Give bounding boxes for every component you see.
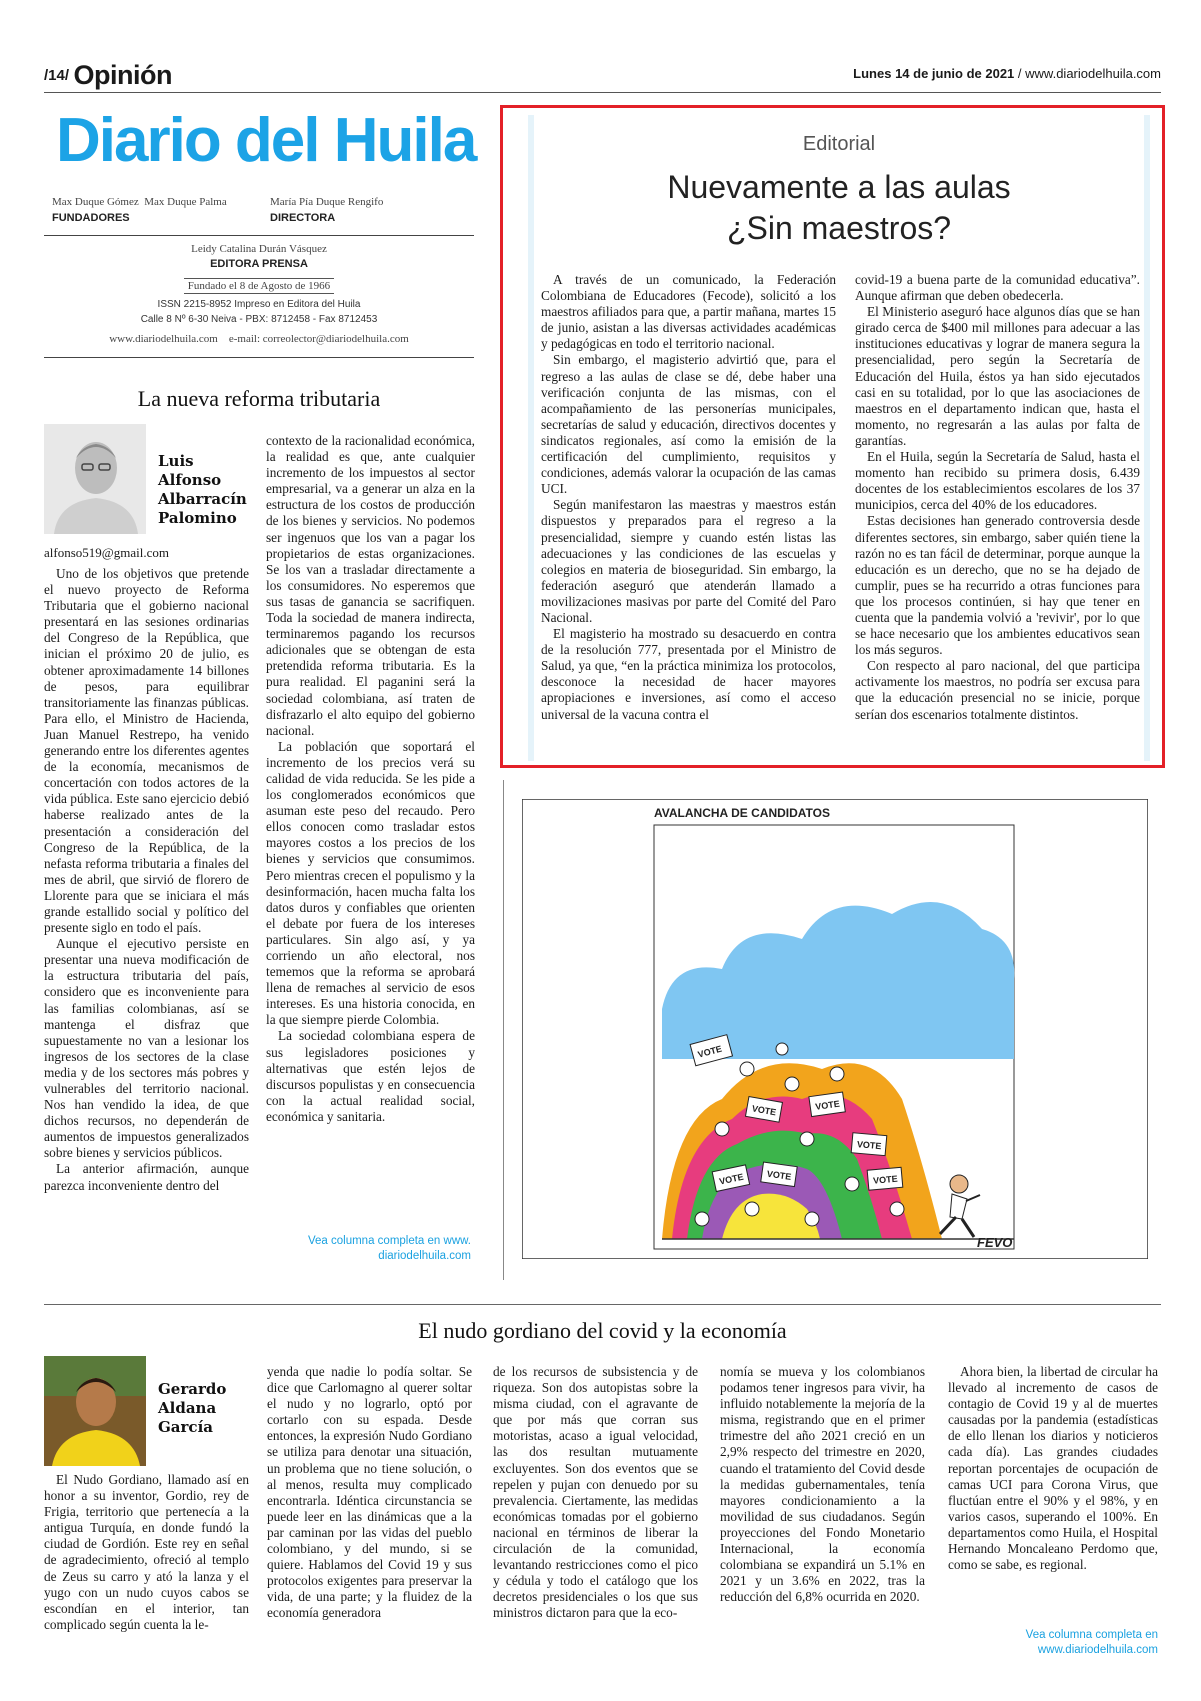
- vote-sign-text: VOTE: [751, 1103, 777, 1118]
- editor-role: EDITORA PRENSA: [210, 258, 308, 270]
- issn-line: ISSN 2215-8952 Impreso en Editora del Huila: [157, 299, 361, 310]
- author-name-line: Alfonso: [158, 471, 222, 489]
- page-number: /14/: [44, 67, 70, 84]
- vote-sign-text: VOTE: [872, 1173, 898, 1186]
- column2-text-b: [267, 1364, 472, 1622]
- paragraph: La población que soportará el incremento de los precios verá su calidad de vida reducida. Se les pide a los conglomerados económicos que asuman este peso del recaudo. Pero ellos conocen como trasladar estos mayores costos a los precios de los bienes y servicios que consumimos. Pero mientras crecen el populismo y la desinformación, hacen mucha falta los datos duros y confiables que orienten el debate por fuera de los intereses particulares. Sin algo así, y ya corriendo un año electoral, nos tememos que la reforma se aprobará llena de remaches al servicio de esos intereses. Es una historia conocida, en la que siempre pierde Colombia.: [266, 738, 475, 1028]
- editor-name: Leidy Catalina Durán Vásquez: [191, 243, 327, 255]
- editorial-title: [528, 167, 1150, 249]
- newspaper-logo: Diario del Huila: [56, 106, 476, 175]
- page-header-left: [44, 60, 172, 91]
- see-more-line: www.diariodelhuila.com: [1037, 1644, 1158, 1656]
- paragraph: Estas decisiones han generado controversia desde diferentes sectores, sin embargo, saber quién tiene la razón no es tan fácil de determinar, porque aunque la educación es un derecho, que no se ha dejado de cumplir, pues se ha recurrido a otras funciones para que los procesos continúen, si hay que tener en cuenta que la pandemia volvió a 'revivir', por lo que se hace necesario que los ambientes educativos sean los más seguros.: [855, 513, 1140, 658]
- column-divider: [503, 780, 504, 1280]
- paragraph: La sociedad colombiana espera de sus legisladores posiciones y alternativas que estén lejos de discursos populistas y en consecuencia con la actual realidad social, económica y sanitaria.: [266, 1028, 475, 1124]
- founder-name: Max Duque Palma: [144, 196, 227, 208]
- author-name-line: Aldana: [158, 1399, 217, 1417]
- column2-text-d: [720, 1364, 925, 1605]
- column-headline: La nueva reforma tributaria: [137, 386, 381, 411]
- editor-block: [44, 243, 474, 345]
- column2-text-e: [948, 1364, 1158, 1573]
- author-name: [158, 452, 247, 528]
- page-header-right: [853, 66, 1161, 81]
- see-more-line: Vea columna completa en: [1025, 1629, 1158, 1641]
- section-title: Opinión: [73, 60, 172, 90]
- author-name-line: Luis: [158, 452, 194, 470]
- editorial-text-b: [855, 272, 1140, 723]
- author2-name: [158, 1380, 226, 1437]
- see-more-link[interactable]: [266, 1234, 471, 1264]
- column1-text-b: [266, 433, 475, 1125]
- contact-line[interactable]: www.diariodelhuila.com e-mail: correolector@diariodelhuila.com: [109, 333, 409, 345]
- director-block: [270, 196, 470, 224]
- author-photo: [44, 424, 146, 534]
- header-url[interactable]: / www.diariodelhuila.com: [1017, 66, 1161, 81]
- cartoon-caption: AVALANCHA DE CANDIDATOS: [654, 806, 830, 820]
- vote-sign-text: VOTE: [718, 1171, 745, 1187]
- author2-photo: [44, 1356, 146, 1466]
- editorial-cartoon: [522, 799, 1148, 1259]
- see-more-line: Vea columna completa en www.: [307, 1235, 471, 1247]
- paragraph: El magisterio ha mostrado su desacuerdo en contra de la resolución 777, presentada por el Ministro de Salud, ya que, “en la práctica minimiza los protocolos, desconoce la necesidad de hacer mayores apropiaciones e inversiones, así como el acceso universal de la vacuna contra el: [541, 626, 836, 722]
- author-name-line: Palomino: [158, 509, 237, 527]
- column1-text-a: [44, 566, 249, 1194]
- director-name: María Pía Duque Rengifo: [270, 196, 384, 208]
- paragraph: contexto de la racionalidad económica, la realidad es que, ante cualquier incremento de los impuestos al sector empresarial, va a generar un alza en la estructura de los costos de producción de los bienes y servicios. No podemos ser ingenuos que los van a pagar los propietarios de estas organizaciones. Se los van a trasladar directamente a los consumidores. No esperemos que sus tasas de ganancia se sacrifiquen. Toda la sociedad de manera indirecta, terminaremos pagando los recursos adicionales que se obtengan de esta pretendida reforma tributaria. Es la pura realidad. El paganini será la sociedad colombiana, así traten de disfrazarlo el alto equipo del gobierno nacional.: [266, 433, 475, 738]
- paragraph: nomía se mueva y los colombianos podamos tener ingresos para vivir, ha influido notablemente la mejoría de la misma, registrando que en el primer trimestre del año 2021 creció en un 2,9% respecto del trimestre en 2020, cuando el tratamiento del Covid desde la medidas gubernamentales, tenía mayores condicionamiento a la movilidad de sus ciudadanos. Según proyecciones del Fondo Monetario Internacional, la economía colombiana se expandirá un 5.1% en 2021 y un 3.6% en 2022, tras la reducción del 6,8% ocurrida en 2020.: [720, 1364, 925, 1605]
- author-name-line: Gerardo: [158, 1380, 227, 1398]
- masthead-bottom-rule: [44, 357, 474, 358]
- paragraph: A través de un comunicado, la Federación Colombiana de Educadores (Fecode), solicitó a los maestros afiliados para que, a partir mañana, martes 15 de junio, asistan a las diversas actividades académicas y pedagógicas en todo el territorio nacional.: [541, 272, 836, 352]
- issue-date: Lunes 14 de junio de 2021: [853, 66, 1015, 81]
- paragraph: Sin embargo, el magisterio advirtió que, para el regreso a las aulas de clase se dé, debe haber una verificación conjunta de las mismas, con el acompañamiento de las personerías municipales, secretarías de salud y educación, directivos docentes y sindicatos regionales, así como la emisión de la certificación del cumplimiento, requisitos y condiciones, además valorar la ocupación de las camas UCI.: [541, 352, 836, 497]
- director-role: DIRECTORA: [270, 212, 336, 224]
- column2-text-c: [493, 1364, 698, 1622]
- see-more-link-2[interactable]: [948, 1628, 1158, 1658]
- founded-date: Fundado el 8 de Agosto de 1966: [184, 278, 334, 294]
- author-name-line: Albarracín: [158, 490, 247, 508]
- author-email[interactable]: alfonso519@gmail.com: [44, 545, 169, 560]
- author-name-line: García: [158, 1418, 213, 1436]
- paragraph: yenda que nadie lo podía soltar. Se dice que Carlomagno al querer soltar el nudo y no lograrlo, optó por cortarlo con su espada. Desde entonces, la expresión Nudo Gordiano se utiliza para denotar una situación, un problema que no tiene solución, o al menos, resulta muy complicado encontrarla. Idéntica circunstancia se puede leer en las dinámicas que a la par caminan por las vidas del pueblo colombiano, y del mundo, si se quiere. Hablamos del Covid 19 y sus protocolos exigentes para preservar la vida, de una parte; y la fluidez de la economía generadora: [267, 1364, 472, 1621]
- vote-sign-text: VOTE: [766, 1168, 792, 1182]
- editorial-title-line: ¿Sin maestros?: [726, 210, 952, 246]
- paragraph: La anterior afirmación, aunque parezca inconveniente dentro del: [44, 1161, 249, 1193]
- header-rule: [44, 92, 1161, 93]
- column2-text-a: [44, 1472, 249, 1633]
- paragraph: En el Huila, según la Secretaría de Salud, hasta el momento han recibido su primera dosis, 6.439 docentes de los establecimientos escolares de los 37 municipios, cerca del 40% de los educadores.: [855, 449, 1140, 513]
- section-rule: [44, 1304, 1161, 1305]
- paragraph: Uno de los objetivos que pretende el nuevo proyecto de Reforma Tributaria que el gobierno nacional presentará en las sesiones ordinarias del Congreso de la República, que inician el próximo 20 de julio, es obtener aproximadamente 14 billones de pesos, para equilibrar transitoriamente las finanzas públicas. Para ello, el Ministro de Hacienda, Juan Manuel Restrepo, ha venido generando entre los diferentes agentes de la economía, mecanismos de concertación con todos actores de la vida pública. Este sano ejercicio debió haberse realizado antes de la presentación a consideración del Congreso de la República, de la nefasta reforma tributaria a finales del mes de abril, que sirvió de florero de Llorente para que se iniciara el más grande estallido social y político del presente siglo en todo el país.: [44, 566, 249, 936]
- paragraph: covid-19 a buena parte de la comunidad educativa”. Aunque afirman que deben obedecerla.: [855, 272, 1140, 304]
- vote-sign-text: VOTE: [696, 1043, 724, 1060]
- paragraph: Con respecto al paro nacional, del que participa activamente los maestros, no podría ser excusa para que la educación presencial no se inicie, porque serían dos escenarios totalmente distintos.: [855, 658, 1140, 722]
- editorial-label: Editorial: [802, 133, 876, 155]
- vote-sign-text: VOTE: [814, 1098, 841, 1112]
- column2-headline: El nudo gordiano del covid y la economía: [418, 1318, 787, 1343]
- editorial-title-line: Nuevamente a las aulas: [667, 169, 1011, 205]
- vote-sign-text: VOTE: [856, 1139, 882, 1152]
- masthead-separator: [44, 235, 474, 236]
- address-line: Calle 8 Nº 6-30 Neiva - PBX: 8712458 - Fax 8712453: [140, 314, 378, 325]
- paragraph: Según manifestaron las maestras y maestros están dispuestos y preparados para el regreso a la presencialidad, siempre y cuando estén listas las adecuaciones y las condiciones de las escuelas y colegios en materia de bioseguridad. Sin embargo, la federación aseguró que atenderán llamado a movilizaciones masivas por parte del Comité del Paro Nacional.: [541, 497, 836, 625]
- paragraph: El Ministerio aseguró hace algunos días que se han girado cerca de $400 mil millones para adecuar a las instituciones educativas y lograr de manera segura la presencialidad, pero según la Secretaría de Educación del Huila, éstos ya han sido ejecutados casi en su totalidad, por lo que las asociaciones de maestros en el departamento indican que, hasta el momento, no regresarán a las aulas por falta de garantías.: [855, 304, 1140, 448]
- paragraph: de los recursos de subsistencia y de riqueza. Son dos autopistas sobre la misma ciudad, con el agravante de que por más que corran sus motoristas, acaso a igual velocidad, las dos resultan mutuamente excluyentes. Son dos eventos que se repelen y pujan con denuedo por su prevalencia. Ciertamente, las medidas económicas tomadas por el gobierno nacional en términos de liberar la circulación de la comunidad, levantando restricciones como el pico y cédula y todo el catálogo que los decretos presidenciales o los que sus ministros dictaron para que la eco-: [493, 1364, 698, 1621]
- paragraph: Ahora bien, la libertad de circular ha llevado al incremento de casos de contagio de Covid 19 y al de muertes causadas por la pandemia (estadísticas de ello llenan los diarios y noticieros cada día). Las grandes ciudades reportan porcentajes de ocupación de camas UCI para Corona Virus, que fluctúan entre el 90% y el 98%, y en varios casos, superando el 100%. En departamentos como Huila, el Hospital Hernando Moncaleano Perdomo que, como se sabe, es regional.: [948, 1364, 1158, 1573]
- paragraph: Aunque el ejecutivo persiste en presentar una nueva modificación de la estructura tributaria del país, considero que es inconveniente para las familias colombianas, así se mantenga el disfraz que supuestamente no van a lesionar los ingresos de los sectores de la clase media y de los sectores más pobres y vulnerables del territorio nacional. Nos han vendido la idea, de que dichos recursos, no dependerán de aumentos de impuestos generalizados sobre bienes y servicios públicos.: [44, 936, 249, 1161]
- founders-names: [52, 196, 252, 208]
- founder-name: Max Duque Gómez: [52, 196, 139, 208]
- see-more-line: diariodelhuila.com: [378, 1250, 471, 1262]
- editorial-text-a: [541, 272, 836, 723]
- founders-block: [52, 196, 252, 224]
- founders-role: FUNDADORES: [52, 212, 130, 224]
- paragraph: El Nudo Gordiano, llamado así en honor a su inventor, Gordio, rey de Frigia, territorio que pertenecía a la antigua Turquía, en donde fundó la ciudad de Gordión. Este rey en señal de agradecimiento, ofreció al templo de Zeus su carro y ató la lanza y el yugo con un nudo cuyos cabos se escondían en el interior, tan complicado según cuenta la le-: [44, 1472, 249, 1632]
- cartoon-signature: FEVO: [977, 1235, 1013, 1250]
